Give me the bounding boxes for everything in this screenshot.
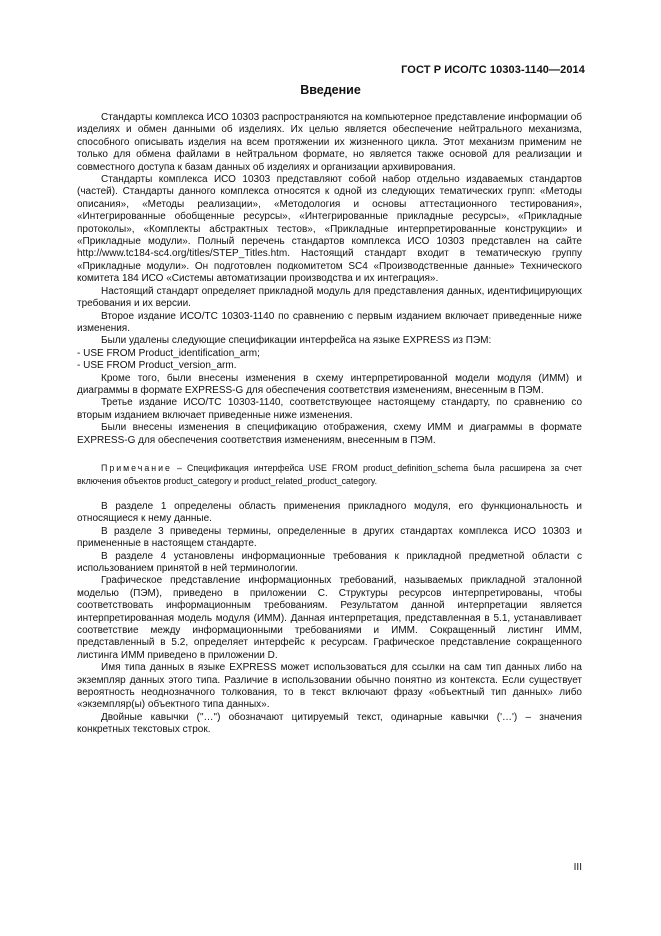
paragraph: В разделе 3 приведены термины, определенные в других стандартах комплекса ИСО 10303 и примененные в настоящем стандарте.	[77, 525, 582, 550]
paragraph: Второе издание ИСО/ТС 10303-1140 по сравнению с первым изданием включает приведенные ниже изменения.	[77, 310, 582, 334]
page-number: III	[573, 862, 582, 873]
standard-header: ГОСТ Р ИСО/ТС 10303-1140—2014	[401, 64, 585, 76]
paragraph: Двойные кавычки ("…") обозначают цитируемый текст, одинарные кавычки ('…') – значения конкретных текстовых строк.	[77, 711, 582, 736]
paragraph: Стандарты комплекса ИСО 10303 представляют собой набор отдельно издаваемых стандартов (частей). Стандарты данного комплекса относятся к одной из следующих тематических групп: «Методы описания», «Методы реализации», «Методология и основы аттестационного тестирования», «Интегрированные обобщенные ресурсы», «Интегрированные прикладные ресурсы», «Прикладные протоколы», «Комплекты абстрактных тестов», «Прикладные интерпретированные конструкции» и «Прикладные модули». Полный перечень стандартов комплекса ИСО 10303 представлен на сайте http://www.tc184-sc4.org/titles/STEP_Titles.htm. Настоящий стандарт входит в тематическую группу «Прикладные модули». Он подготовлен подкомитетом SC4 «Производственные данные» Технического комитета 184 ИСО «Системы автоматизации производства и их интеграция».	[77, 174, 582, 285]
note-text: – Спецификация интерфейса USE FROM product_definition_schema была расширена за счет включения объектов product_category и product_related_product_category.	[77, 462, 582, 486]
section-title: Введение	[300, 83, 361, 97]
paragraph: Были внесены изменения в спецификацию отображения, схему ИММ и диаграммы в формате EXPRESS-G для обеспечения соответствия изменениям, внесенным в ПЭМ.	[77, 422, 582, 446]
paragraph: В разделе 4 установлены информационные требования к прикладной предметной области с использованием принятой в ней терминологии.	[77, 550, 582, 574]
paragraph: Третье издание ИСО/ТС 10303-1140, соответствующее настоящему стандарту, по сравнению со вторым изданием включает приведенные ниже изменения.	[77, 397, 582, 421]
paragraph: Были удалены следующие спецификации интерфейса на языке EXPRESS из ПЭМ:	[101, 335, 492, 347]
note-label: Примечание	[101, 462, 172, 473]
paragraph: Кроме того, были внесены изменения в схему интерпретированной модели модуля (ИММ) и диаграммы в формате EXPRESS-G для обеспечения соответствия изменениям, внесенным в ПЭМ.	[77, 372, 582, 396]
paragraph: Имя типа данных в языке EXPRESS может использоваться для ссылки на сам тип данных либо на экземпляр данных этого типа. Различие в использовании обычно понятно из контекста. Если существует вероятность неоднозначного толкования, то в текст включают фразу «объектный тип данных» либо «экземпляр(ы) объектного типа данных».	[77, 662, 582, 711]
paragraph: Настоящий стандарт определяет прикладной модуль для представления данных, идентифицирующих требования и их версии.	[77, 285, 582, 310]
paragraph: Стандарты комплекса ИСО 10303 распространяются на компьютерное представление информации об изделиях и обмен данными об изделиях. Их целью является обеспечение нейтрального механизма, способного описывать изделия на всем протяжении их жизненного цикла. Этот механизм применим не только для обмена файлами в нейтральном формате, но является также основой для реализации и совместного доступа к базам данных об изделиях и организации архивирования.	[77, 112, 582, 173]
paragraph: Графическое представление информационных требований, называемых прикладной эталонной моделью (ПЭМ), приведено в приложении С. Структуры ресурсов интерпретированы, чтобы соответствовать информационным требованиям. Результатом данной интерпретации является интерпретированная модель модуля (ИММ). Данная интерпретация, представленная в 5.1, устанавливает соответствие между информационными требованиями и ИММ. Сокращенный листинг ИММ, представленный в 5.2, определяет интерфейс к ресурсам. Графическое представление сокращенного листинга ИММ приведено в приложении D.	[77, 575, 582, 661]
list-item: - USE FROM Product_identification_arm;	[77, 347, 260, 359]
paragraph: В разделе 1 определены область применения прикладного модуля, его функциональность и относящиеся к нему данные.	[77, 500, 582, 525]
list-item: - USE FROM Product_version_arm.	[77, 360, 237, 372]
note	[77, 462, 582, 488]
body-text	[77, 112, 582, 737]
